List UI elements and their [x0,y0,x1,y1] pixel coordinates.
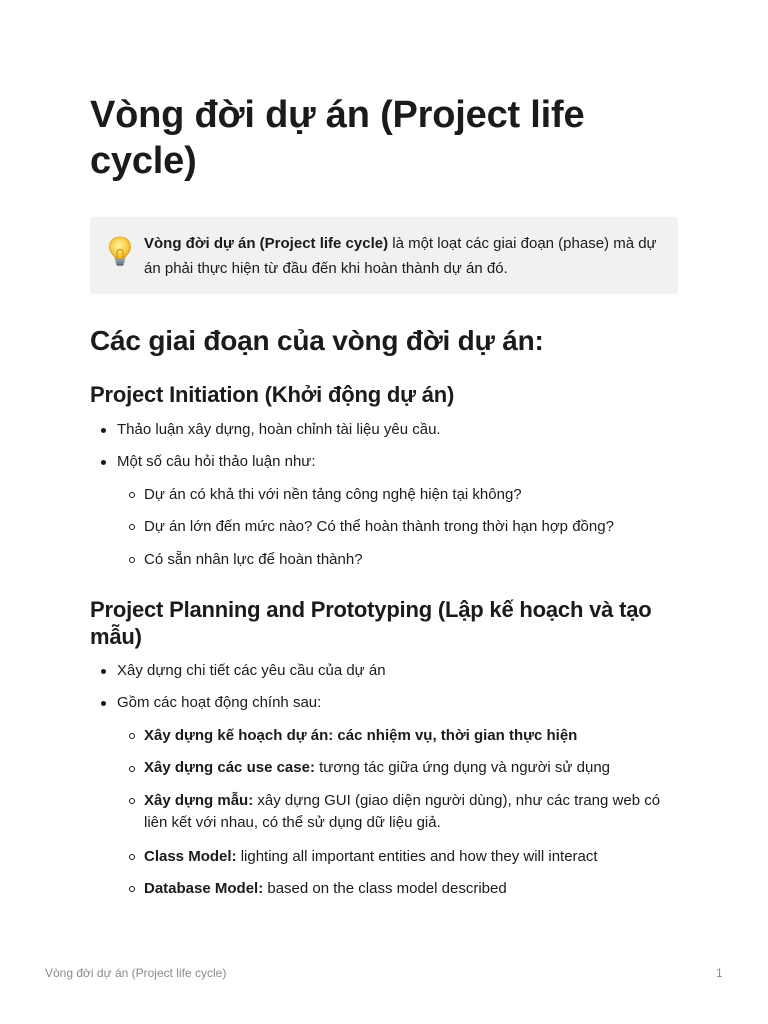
phases-heading: Các giai đoạn của vòng đời dự án: [90,325,544,356]
callout-box [90,217,678,294]
callout-bold-term: Vòng đời dự án (Project life cycle) [144,235,389,252]
bullet-icon [101,701,106,706]
hollow-bullet-icon [129,557,135,563]
list-item: Gồm các hoạt động chính sau: [117,694,322,711]
callout-text [144,231,664,281]
sub-list-item: Dự án lớn đến mức nào? Có thể hoàn thành trong thời hạn hợp đồng? [144,518,614,535]
list-item: Xây dựng chi tiết các yêu cầu của dự án [117,662,386,679]
hollow-bullet-icon [129,886,135,892]
sub-list-item: Dự án có khả thi với nền tảng công nghệ hiện tại không? [144,486,522,503]
list-item: Một số câu hỏi thảo luận như: [117,453,316,470]
sub-item-bold: Xây dựng mẫu: [144,792,254,809]
sub-item-bold: Database Model: [144,880,264,897]
page-number: 1 [716,966,723,980]
hollow-bullet-icon [129,766,135,772]
hollow-bullet-icon [129,733,135,739]
bullet-icon [101,460,106,465]
hollow-bullet-icon [129,492,135,498]
planning-heading: Project Planning and Prototyping (Lập kế hoạch và tạo mẫu) [90,597,652,649]
page-title: Vòng đời dự án (Project life cycle) [90,94,585,182]
sub-list-item [144,790,680,834]
footer-title: Vòng đời dự án (Project life cycle) [45,966,227,980]
bullet-icon [101,669,106,674]
bullet-icon [101,428,106,433]
callout-definition: là một loạt các giai đoạn (phase) mà dự án phải thực hiện từ đầu đến khi hoàn thành dự án đó. [144,235,657,277]
sub-list-item: Có sẵn nhân lực để hoàn thành? [144,551,363,568]
list-item: Thảo luận xây dựng, hoàn chỉnh tài liệu yêu cầu. [117,421,441,438]
lightbulb-icon [106,235,134,267]
sub-item-text: tương tác giữa ứng dụng và người sử dụng [314,759,611,776]
sub-item-bold: Class Model: [144,848,237,865]
hollow-bullet-icon [129,798,135,804]
sub-item-text: based on the class model described [263,880,507,897]
sub-item-text: xây dựng GUI (giao diện người dùng), như các trang web có liên kết với nhau, có thể sử dụng dữ liệu giả. [144,792,661,831]
sub-item-bold: Xây dựng các use case: [144,759,315,776]
sub-list-item [144,760,680,776]
sub-list-item [144,849,680,865]
sub-item-bold: Xây dựng kế hoạch dự án: các nhiệm vụ, thời gian thực hiện [144,727,578,744]
initiation-heading: Project Initiation (Khởi động dự án) [90,382,455,407]
hollow-bullet-icon [129,854,135,860]
hollow-bullet-icon [129,524,135,530]
sub-list-item [144,728,680,744]
sub-item-text: lighting all important entities and how they will interact [236,848,598,865]
sub-list-item [144,881,680,897]
